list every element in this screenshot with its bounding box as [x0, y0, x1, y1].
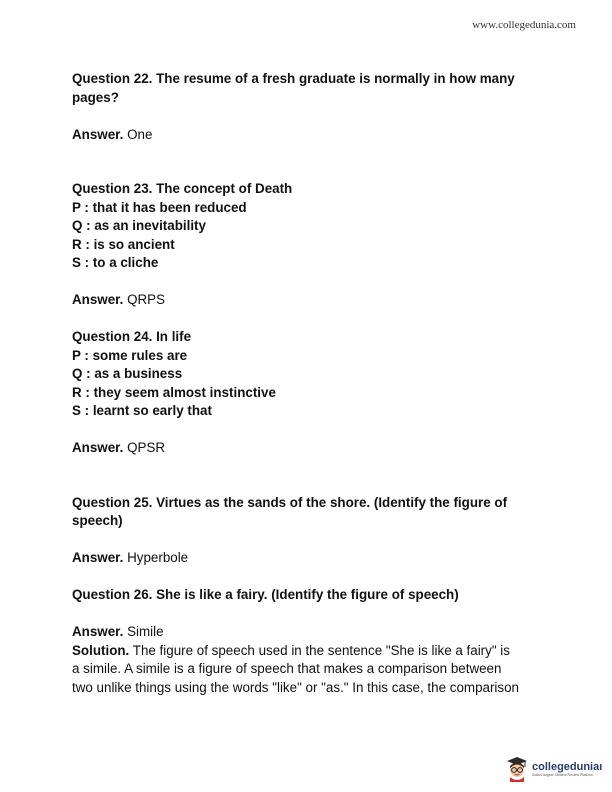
question-25 — [72, 494, 548, 531]
site-url: www.collegedunia.com — [472, 19, 576, 31]
answer-label: Answer. — [72, 440, 124, 455]
question-25-line2: speech) — [72, 513, 123, 528]
collegedunia-logo — [506, 756, 602, 782]
answer-25 — [72, 549, 548, 568]
answer-label: Answer. — [72, 292, 124, 307]
question-25-line1: Question 25. Virtues as the sands of the shore. (Identify the figure of — [72, 494, 508, 510]
option-r: R : is so ancient — [72, 236, 175, 252]
option-q: Q : as a business — [72, 366, 183, 381]
document-body — [72, 70, 548, 697]
question-26: Question 26. She is like a fairy. (Identify the figure of speech) — [72, 587, 459, 602]
answer-value: QRPS — [127, 292, 166, 307]
question-22 — [72, 70, 548, 107]
answer-label: Answer. — [72, 126, 124, 142]
logo-name: collegeduniaı — [532, 760, 603, 773]
answer-label: Answer. — [72, 624, 124, 639]
graduate-mascot-icon — [506, 756, 528, 782]
answer-value: Simile — [127, 624, 164, 639]
option-s: S : to a cliche — [72, 255, 159, 270]
question-24: Question 24. In life — [72, 329, 192, 344]
solution-line: The figure of speech used in the sentence "She is like a fairy" is — [132, 642, 510, 658]
question-22-line2: pages? — [72, 89, 119, 105]
answer-26 — [72, 623, 548, 642]
answer-22 — [72, 126, 548, 145]
answer-label: Answer. — [72, 550, 124, 565]
solution-line: a simile. A simile is a figure of speech that makes a comparison between — [72, 661, 502, 676]
option-s: S : learnt so early that — [72, 403, 212, 418]
option-q: Q : as an inevitability — [72, 218, 206, 233]
solution-label: Solution. — [72, 642, 130, 658]
answer-value: Hyperbole — [127, 550, 189, 565]
answer-24 — [72, 439, 548, 458]
option-r: R : they seem almost instinctive — [72, 384, 276, 400]
option-p: P : some rules are — [72, 347, 188, 363]
answer-23 — [72, 291, 548, 310]
logo-tagline: India's largest Student Review Platform — [532, 772, 593, 777]
option-p: P : that it has been reduced — [72, 199, 247, 215]
solution-26 — [72, 642, 548, 698]
question-22-line1: Question 22. The resume of a fresh graduate is normally in how many — [72, 71, 515, 86]
answer-value: One — [127, 126, 153, 142]
question-23: Question 23. The concept of Death — [72, 181, 293, 196]
answer-value: QPSR — [127, 440, 166, 455]
solution-line: two unlike things using the words "like" or "as." In this case, the comparison — [72, 679, 519, 695]
